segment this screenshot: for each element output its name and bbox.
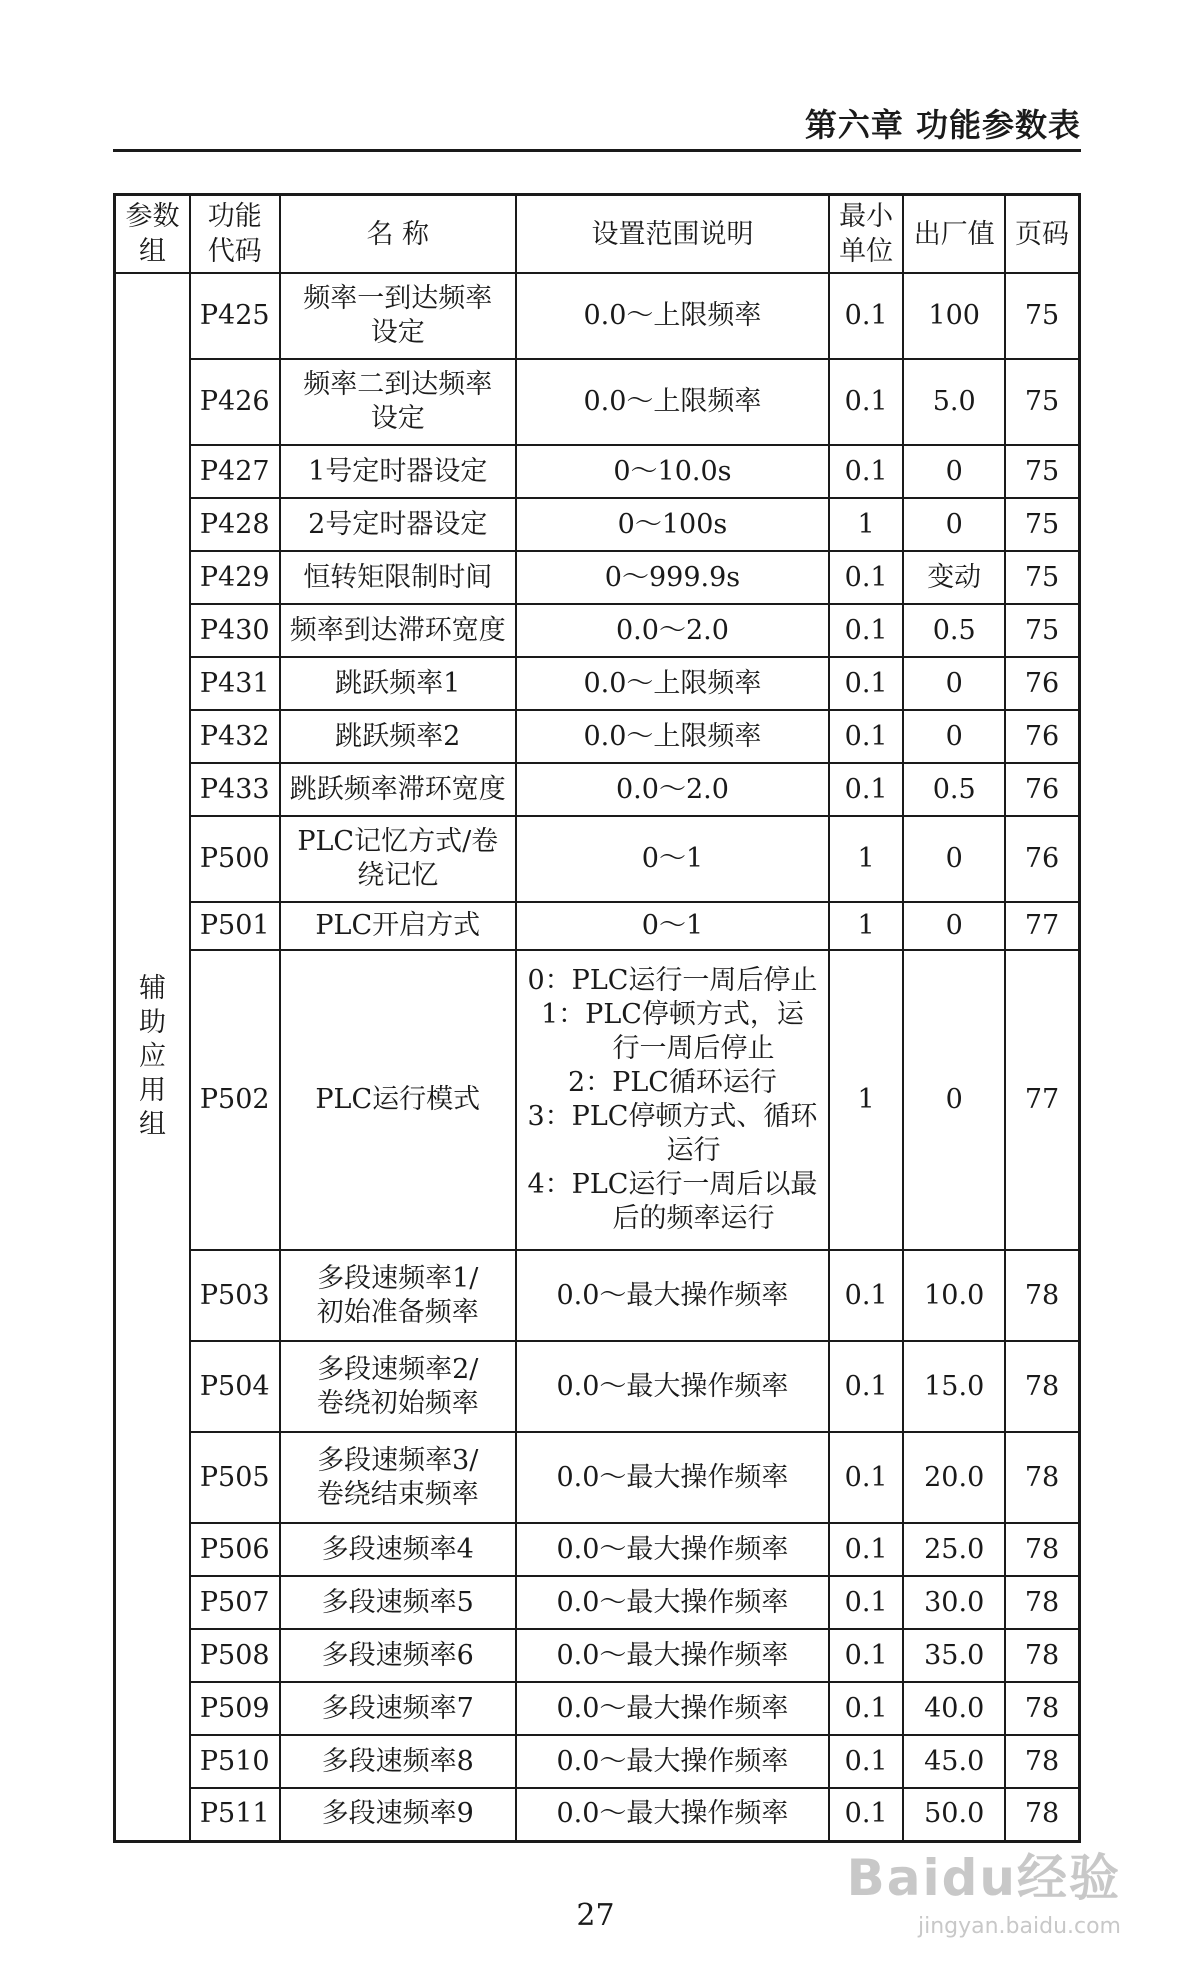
col-header-name: 名 称 xyxy=(280,195,516,274)
name-cell xyxy=(280,710,516,763)
page-cell: 75 xyxy=(1005,604,1080,657)
code-cell: P430 xyxy=(190,604,280,657)
unit-cell: 1 xyxy=(829,816,903,902)
name-line: 设定 xyxy=(370,317,425,348)
group-cell xyxy=(115,273,190,1841)
table-row xyxy=(115,1523,1080,1576)
name-line: PLC记忆方式/卷 xyxy=(297,826,499,857)
col-header-group xyxy=(115,195,190,274)
name-cell xyxy=(280,1250,516,1341)
table-row xyxy=(115,657,1080,710)
code-cell: P425 xyxy=(190,273,280,359)
name-line: 1号定时器设定 xyxy=(308,455,488,487)
page-cell: 75 xyxy=(1005,359,1080,445)
name-cell xyxy=(280,604,516,657)
name-cell xyxy=(280,498,516,551)
name-line: 多段速频率6 xyxy=(321,1639,474,1671)
chapter-title: 第六章 功能参数表 xyxy=(804,106,1081,144)
col-header-group-text: 参数 组 xyxy=(125,201,180,267)
page-cell: 77 xyxy=(1005,950,1080,1250)
default-cell: 0 xyxy=(903,657,1005,710)
unit-cell: 0.1 xyxy=(829,445,903,498)
range-cell: 0.0～最大操作频率 xyxy=(516,1576,829,1629)
page-cell: 78 xyxy=(1005,1341,1080,1432)
range-cell: 0～1 xyxy=(516,816,829,902)
unit-cell: 0.1 xyxy=(829,359,903,445)
page-cell: 78 xyxy=(1005,1735,1080,1788)
page-cell: 75 xyxy=(1005,445,1080,498)
default-cell: 35.0 xyxy=(903,1629,1005,1682)
code-cell: P505 xyxy=(190,1432,280,1523)
table-header-row xyxy=(115,195,1080,274)
range-line: 运行 xyxy=(666,1135,721,1166)
table-row xyxy=(115,950,1080,1250)
range-line: 后的频率运行 xyxy=(612,1203,775,1234)
name-line: 设定 xyxy=(370,403,425,434)
unit-cell: 0.1 xyxy=(829,604,903,657)
table-row xyxy=(115,1788,1080,1841)
default-cell: 0 xyxy=(903,950,1005,1250)
default-cell: 0 xyxy=(903,445,1005,498)
default-cell: 变动 xyxy=(903,551,1005,604)
range-cell: 0.0～最大操作频率 xyxy=(516,1250,829,1341)
code-cell: P503 xyxy=(190,1250,280,1341)
unit-cell: 0.1 xyxy=(829,1735,903,1788)
default-cell: 30.0 xyxy=(903,1576,1005,1629)
name-cell xyxy=(280,902,516,950)
name-cell xyxy=(280,359,516,445)
table-row xyxy=(115,1341,1080,1432)
name-line: 频率到达滞环宽度 xyxy=(289,614,506,646)
group-char: 辅 xyxy=(138,972,166,1004)
name-cell xyxy=(280,1523,516,1576)
code-cell: P506 xyxy=(190,1523,280,1576)
unit-cell: 0.1 xyxy=(829,763,903,816)
name-cell xyxy=(280,1576,516,1629)
unit-cell: 0.1 xyxy=(829,710,903,763)
unit-cell: 1 xyxy=(829,950,903,1250)
range-cell: 0.0～最大操作频率 xyxy=(516,1629,829,1682)
default-cell: 20.0 xyxy=(903,1432,1005,1523)
page-cell: 75 xyxy=(1005,273,1080,359)
code-cell: P504 xyxy=(190,1341,280,1432)
code-cell: P510 xyxy=(190,1735,280,1788)
range-cell xyxy=(516,950,829,1250)
name-cell xyxy=(280,1788,516,1841)
name-cell xyxy=(280,1735,516,1788)
default-cell: 10.0 xyxy=(903,1250,1005,1341)
header-rule xyxy=(113,149,1081,152)
table-row xyxy=(115,551,1080,604)
col-header-code xyxy=(190,195,280,274)
name-line: 跳跃频率2 xyxy=(335,720,461,752)
default-cell: 100 xyxy=(903,273,1005,359)
name-line: 跳跃频率滞环宽度 xyxy=(289,773,506,805)
group-char: 应 xyxy=(138,1040,166,1072)
name-line: 多段速频率1/ xyxy=(317,1262,479,1294)
col-header-code-text: 功能 代码 xyxy=(207,201,262,267)
code-cell: P500 xyxy=(190,816,280,902)
unit-cell: 0.1 xyxy=(829,273,903,359)
default-cell: 25.0 xyxy=(903,1523,1005,1576)
range-cell: 0.0～2.0 xyxy=(516,763,829,816)
page-cell: 78 xyxy=(1005,1523,1080,1576)
name-cell xyxy=(280,816,516,902)
range-cell: 0.0～最大操作频率 xyxy=(516,1432,829,1523)
range-cell: 0～999.9s xyxy=(516,551,829,604)
range-cell: 0.0～2.0 xyxy=(516,604,829,657)
table-row xyxy=(115,1576,1080,1629)
group-char: 组 xyxy=(138,1108,166,1140)
name-line: 多段速频率9 xyxy=(321,1798,474,1830)
code-cell: P426 xyxy=(190,359,280,445)
table-row xyxy=(115,1250,1080,1341)
name-line: PLC开启方式 xyxy=(315,910,481,941)
name-line: 多段速频率7 xyxy=(321,1692,474,1724)
name-cell xyxy=(280,445,516,498)
page-cell: 78 xyxy=(1005,1250,1080,1341)
default-cell: 0.5 xyxy=(903,604,1005,657)
col-header-default: 出厂值 xyxy=(903,195,1005,274)
table-row xyxy=(115,1629,1080,1682)
table-row xyxy=(115,445,1080,498)
range-cell: 0.0～最大操作频率 xyxy=(516,1788,829,1841)
table-row xyxy=(115,816,1080,902)
table-row xyxy=(115,604,1080,657)
page-number: 27 xyxy=(576,1898,615,1933)
default-cell: 45.0 xyxy=(903,1735,1005,1788)
code-cell: P427 xyxy=(190,445,280,498)
default-cell: 0.5 xyxy=(903,763,1005,816)
range-cell: 0～100s xyxy=(516,498,829,551)
range-line: 2：PLC循环运行 xyxy=(567,1067,777,1098)
code-cell: P511 xyxy=(190,1788,280,1841)
page-cell: 76 xyxy=(1005,710,1080,763)
unit-cell: 0.1 xyxy=(829,1576,903,1629)
unit-cell: 0.1 xyxy=(829,1788,903,1841)
name-line: 2号定时器设定 xyxy=(308,508,488,540)
unit-cell: 0.1 xyxy=(829,1629,903,1682)
range-cell: 0.0～最大操作频率 xyxy=(516,1523,829,1576)
name-line: 多段速频率4 xyxy=(321,1533,474,1565)
range-cell: 0～10.0s xyxy=(516,445,829,498)
name-line: 多段速频率5 xyxy=(321,1586,474,1618)
default-cell: 15.0 xyxy=(903,1341,1005,1432)
name-line: 多段速频率3/ xyxy=(317,1444,479,1476)
name-line: 多段速频率8 xyxy=(321,1745,474,1777)
name-cell xyxy=(280,273,516,359)
name-line: PLC运行模式 xyxy=(315,1084,481,1115)
range-cell: 0.0～上限频率 xyxy=(516,359,829,445)
page-cell: 76 xyxy=(1005,657,1080,710)
code-cell: P507 xyxy=(190,1576,280,1629)
range-cell: 0.0～上限频率 xyxy=(516,710,829,763)
unit-cell: 0.1 xyxy=(829,1341,903,1432)
range-cell: 0.0～最大操作频率 xyxy=(516,1735,829,1788)
table-row xyxy=(115,359,1080,445)
code-cell: P433 xyxy=(190,763,280,816)
default-cell: 0 xyxy=(903,816,1005,902)
page-cell: 78 xyxy=(1005,1576,1080,1629)
table-row xyxy=(115,1432,1080,1523)
unit-cell: 0.1 xyxy=(829,1432,903,1523)
page-cell: 77 xyxy=(1005,902,1080,950)
name-line: 卷绕初始频率 xyxy=(316,1387,479,1419)
name-cell xyxy=(280,763,516,816)
code-cell: P502 xyxy=(190,950,280,1250)
name-cell xyxy=(280,657,516,710)
name-line: 跳跃频率1 xyxy=(335,667,461,699)
col-header-range: 设置范围说明 xyxy=(516,195,829,274)
page-cell: 75 xyxy=(1005,498,1080,551)
default-cell: 40.0 xyxy=(903,1682,1005,1735)
page-cell: 76 xyxy=(1005,816,1080,902)
page-cell: 75 xyxy=(1005,551,1080,604)
code-cell: P432 xyxy=(190,710,280,763)
code-cell: P428 xyxy=(190,498,280,551)
col-header-unit-text: 最小 单位 xyxy=(839,201,894,267)
range-line: 1：PLC停顿方式，运 xyxy=(540,999,804,1030)
name-line: 初始准备频率 xyxy=(316,1296,479,1328)
name-cell xyxy=(280,950,516,1250)
watermark-brand: Baidu经验 xyxy=(846,1849,1121,1907)
name-line: 频率二到达频率 xyxy=(303,369,493,400)
table-row xyxy=(115,1682,1080,1735)
watermark-url: jingyan.baidu.com xyxy=(917,1914,1121,1939)
range-line: 行一周后停止 xyxy=(612,1033,775,1064)
table-row xyxy=(115,273,1080,359)
code-cell: P508 xyxy=(190,1629,280,1682)
code-cell: P501 xyxy=(190,902,280,950)
page-cell: 78 xyxy=(1005,1788,1080,1841)
range-cell: 0.0～上限频率 xyxy=(516,657,829,710)
name-line: 卷绕结束频率 xyxy=(316,1478,479,1510)
code-cell: P509 xyxy=(190,1682,280,1735)
baidu-watermark xyxy=(821,1838,1121,1939)
default-cell: 0 xyxy=(903,902,1005,950)
table-row xyxy=(115,710,1080,763)
page-cell: 78 xyxy=(1005,1629,1080,1682)
default-cell: 0 xyxy=(903,710,1005,763)
default-cell: 50.0 xyxy=(903,1788,1005,1841)
table-row xyxy=(115,1735,1080,1788)
code-cell: P429 xyxy=(190,551,280,604)
table-body xyxy=(115,273,1080,1841)
unit-cell: 0.1 xyxy=(829,657,903,710)
page-cell: 76 xyxy=(1005,763,1080,816)
unit-cell: 1 xyxy=(829,498,903,551)
range-cell: 0～1 xyxy=(516,902,829,950)
unit-cell: 0.1 xyxy=(829,1682,903,1735)
table-row xyxy=(115,902,1080,950)
group-char: 用 xyxy=(138,1074,166,1106)
name-line: 频率一到达频率 xyxy=(303,283,493,314)
range-cell: 0.0～最大操作频率 xyxy=(516,1682,829,1735)
group-char: 助 xyxy=(138,1006,166,1038)
unit-cell: 0.1 xyxy=(829,1523,903,1576)
range-cell: 0.0～上限频率 xyxy=(516,273,829,359)
range-line: 3：PLC停顿方式、循环 xyxy=(527,1101,818,1132)
page-cell: 78 xyxy=(1005,1682,1080,1735)
default-cell: 5.0 xyxy=(903,359,1005,445)
unit-cell: 0.1 xyxy=(829,1250,903,1341)
default-cell: 0 xyxy=(903,498,1005,551)
col-header-unit xyxy=(829,195,903,274)
name-cell xyxy=(280,1682,516,1735)
code-cell: P431 xyxy=(190,657,280,710)
unit-cell: 0.1 xyxy=(829,551,903,604)
col-header-page: 页码 xyxy=(1005,195,1080,274)
table-row xyxy=(115,763,1080,816)
name-cell xyxy=(280,1341,516,1432)
parameter-table xyxy=(113,193,1081,1843)
range-line: 4：PLC运行一周后以最 xyxy=(527,1169,818,1200)
range-line: 0：PLC运行一周后停止 xyxy=(527,965,818,996)
name-cell xyxy=(280,1629,516,1682)
table-row xyxy=(115,498,1080,551)
name-line: 绕记忆 xyxy=(357,860,439,891)
name-cell xyxy=(280,551,516,604)
page-cell: 78 xyxy=(1005,1432,1080,1523)
name-cell xyxy=(280,1432,516,1523)
unit-cell: 1 xyxy=(829,902,903,950)
name-line: 多段速频率2/ xyxy=(317,1353,479,1385)
range-cell: 0.0～最大操作频率 xyxy=(516,1341,829,1432)
name-line: 恒转矩限制时间 xyxy=(303,561,493,593)
